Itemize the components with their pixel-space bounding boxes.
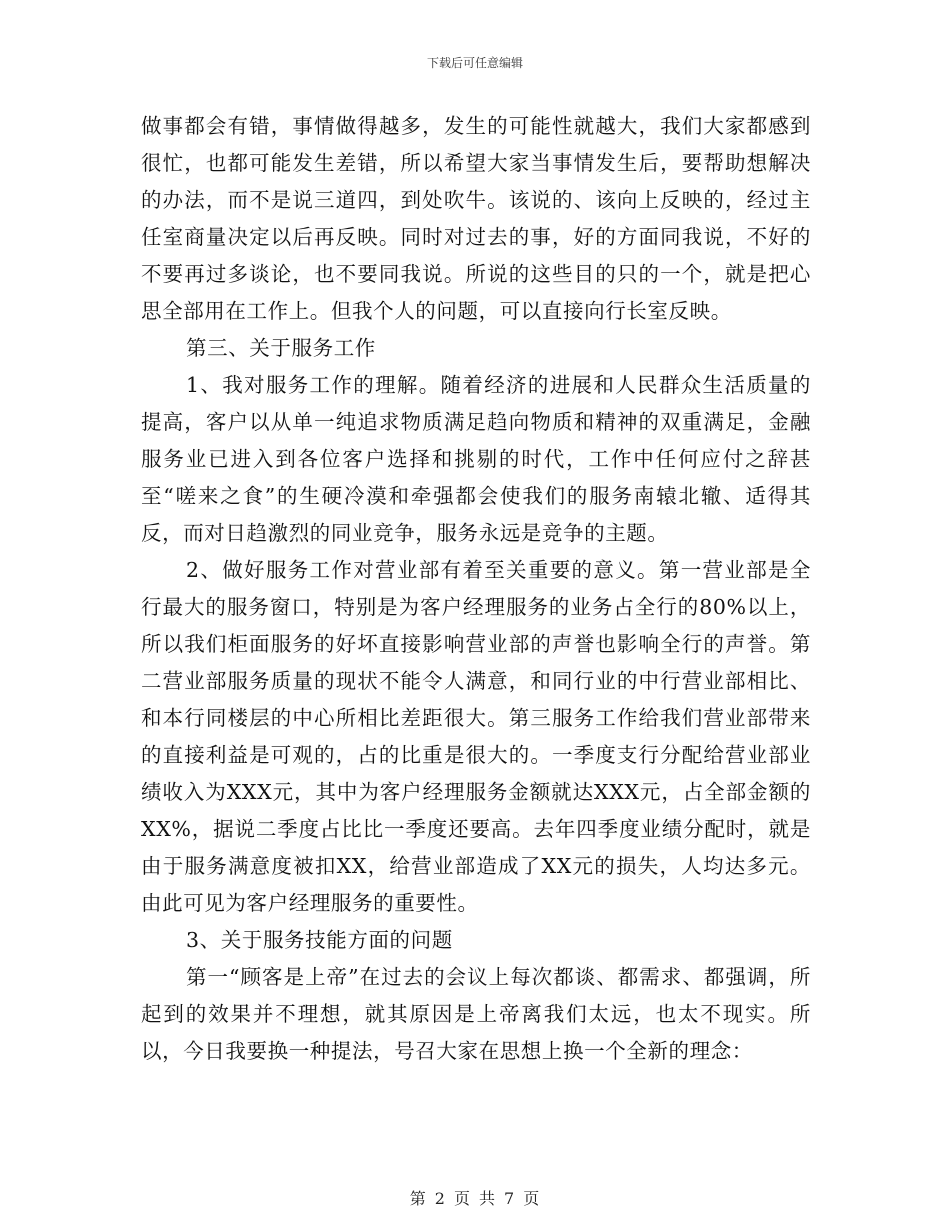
paragraph-customer-god: 第一“顾客是上帝”在过去的会议上每次都谈、都需求、都强调，所起到的效果并不理想，就其原因是上帝离我们太远，也太不现实。所以，今日我要换一种提法，号召大家在思想上换一个全新的理念： bbox=[141, 965, 811, 1063]
paragraph-service-understanding: 1、我对服务工作的理解。随着经济的进展和人民群众生活质量的提高，客户以从单一纯追求物质满足趋向物质和精神的双重满足，金融服务业已进入到各位客户选择和挑剔的时代，工作中任何应付之辞甚至“嗟来之食”的生硬冷漠和牵强都会使我们的服务南辕北辙、适得其反，而对日趋激烈的同业竞争，服务永远是竞争的主题。 bbox=[141, 373, 811, 545]
footer-page-unit: 页 bbox=[453, 1189, 471, 1208]
document-body bbox=[141, 108, 811, 1070]
current-page-number: 2 bbox=[434, 1189, 446, 1208]
paragraph-service-importance: 2、做好服务工作对营业部有着至关重要的意义。第一营业部是全行最大的服务窗口，特别是为客户经理服务的业务占全行的80%以上，所以我们柜面服务的好坏直接影响营业部的声誉也影响全行的声誉。第二营业部服务质量的现状不能令人满意，和同行业的中行营业部相比、和本行同楼层的中心所相比差距很大。第三服务工作给我们营业部带来的直接利益是可观的，占的比重是很大的。一季度支行分配给营业部业绩收入为XXX元，其中为客户经理服务金额就达XXX元，占全部金额的XX%，据说二季度占比比一季度还要高。去年四季度业绩分配时，就是由于服务满意度被扣XX，给营业部造成了XX元的损失，人均达多元。由此可见为客户经理服务的重要性。 bbox=[141, 558, 811, 915]
footer-total-word: 共 bbox=[479, 1189, 497, 1208]
total-pages-number: 7 bbox=[504, 1189, 516, 1208]
page-footer bbox=[0, 1186, 950, 1209]
footer-suffix: 页 bbox=[523, 1189, 541, 1208]
section-heading-service: 第三、关于服务工作 bbox=[186, 336, 376, 360]
footer-prefix: 第 bbox=[409, 1189, 427, 1208]
paragraph-1: 做事都会有错，事情做得越多，发生的可能性就越大，我们大家都感到很忙，也都可能发生差错，所以希望大家当事情发生后，要帮助想解决的办法，而不是说三道四，到处吹牛。该说的、该向上反映的，经过主任室商量决定以后再反映。同时对过去的事，好的方面同我说，不好的不要再过多谈论，也不要同我说。所说的这些目的只的一个，就是把心思全部用在工作上。但我个人的问题，可以直接向行长室反映。 bbox=[141, 114, 811, 323]
header-note: 下载后可任意编辑 bbox=[426, 56, 523, 70]
subheading-service-skills: 3、关于服务技能方面的问题 bbox=[186, 928, 453, 952]
